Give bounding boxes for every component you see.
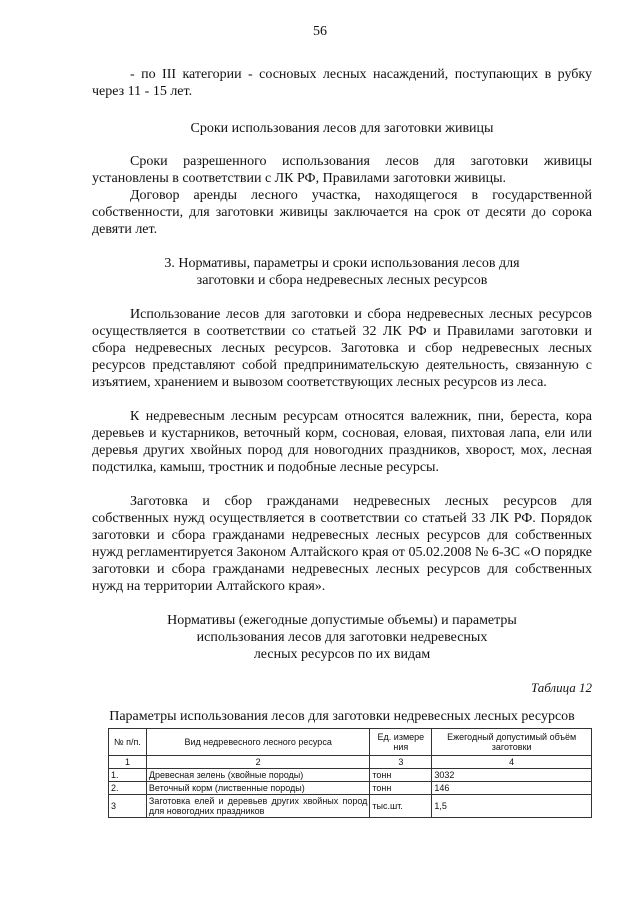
row-resource: Веточный корм (лиственные породы) [146, 782, 369, 795]
table-row [109, 795, 592, 818]
header-unit: Ед. измере ния [370, 729, 432, 756]
row-resource: Заготовка елей и деревьев других хвойных пород для новогодних праздников [146, 795, 369, 818]
table-row [109, 769, 592, 782]
row-resource: Древесная зелень (хвойные породы) [146, 769, 369, 782]
resin-section-title: Сроки использования лесов для заготовки живицы [190, 121, 494, 136]
table-header-row [109, 729, 592, 756]
table-title: Параметры использования лесов для заготовки недревесных лесных ресурсов [109, 709, 575, 724]
resin-paragraph-1: Сроки разрешенного использования лесов для заготовки живицы установлены в соответствии с ЛК РФ, Правилами заготовки живицы. [92, 154, 592, 186]
row-volume: 146 [432, 782, 592, 795]
parameters-table [108, 728, 592, 818]
column-number-cell: 1 [109, 756, 147, 769]
row-number: 2. [109, 782, 147, 795]
row-number: 1. [109, 769, 147, 782]
norms-heading-line1: Нормативы (ежегодные допустимые объемы) и параметры [167, 613, 517, 628]
header-number: № п/п. [109, 729, 147, 756]
row-unit: тыс.шт. [370, 795, 432, 818]
column-number-cell: 3 [370, 756, 432, 769]
table-caption: Таблица 12 [530, 680, 592, 695]
header-annual-volume: Ежегодный допустимый объём заготовки [432, 729, 592, 756]
section3-paragraph-3: Заготовка и сбор гражданами недревесных лесных ресурсов для собственных нужд осуществляется в соответствии со статьей 33 ЛК РФ. Порядок заготовки и сбора гражданами недревесных лесных ресурсов для собственных нужд регламентируется Законом Алтайского края от 05.02.2008 № 6-ЗС «О порядке заготовки и сбора гражданами недревесных лесных ресурсов для собственных нужд на территории Алтайского края». [92, 494, 592, 594]
section3-paragraph-1: Использование лесов для заготовки и сбора недревесных лесных ресурсов осуществляется в соответствии со статьей 32 ЛК РФ и Правилами заготовки и сбора недревесных лесных ресурсов. Заготовка и сбор недревесных лесных ресурсов представляют собой предпринимательскую деятельность, связанную с изъятием, хранением и вывозом соответствующих лесных ресурсов из леса. [92, 307, 592, 390]
row-unit: тонн [370, 769, 432, 782]
page-number: 56 [313, 24, 327, 39]
column-number-cell: 4 [432, 756, 592, 769]
section3-title-line2: заготовки и сбора недревесных лесных ресурсов [196, 273, 488, 288]
table-row [109, 782, 592, 795]
row-unit: тонн [370, 782, 432, 795]
section3-paragraph-2: К недревесным лесным ресурсам относятся валежник, пни, береста, кора деревьев и кустарников, веточный корм, сосновая, еловая, пихтовая лапа, ели или деревья других хвойных пород для новогодних праздников, хворост, мох, лесная подстилка, камыш, тростник и подобные лесные ресурсы. [92, 409, 592, 475]
row-volume: 3032 [432, 769, 592, 782]
section3-title-line1: 3. Нормативы, параметры и сроки использования лесов для [164, 256, 520, 271]
header-resource-type: Вид недревесного лесного ресурса [146, 729, 369, 756]
row-number: 3 [109, 795, 147, 818]
table-column-numbers-row [109, 756, 592, 769]
norms-heading-line3: лесных ресурсов по их видам [253, 647, 431, 662]
resin-paragraph-2: Договор аренды лесного участка, находящегося в государственной собственности, для заготовки живицы заключается на срок от десяти до сорока девяти лет. [92, 188, 592, 237]
norms-heading-line2: использования лесов для заготовки недревесных [196, 630, 488, 645]
row-volume: 1,5 [432, 795, 592, 818]
column-number-cell: 2 [146, 756, 369, 769]
intro-paragraph: - по III категории - сосновых лесных насаждений, поступающих в рубку через 11 - 15 лет. [92, 67, 592, 99]
